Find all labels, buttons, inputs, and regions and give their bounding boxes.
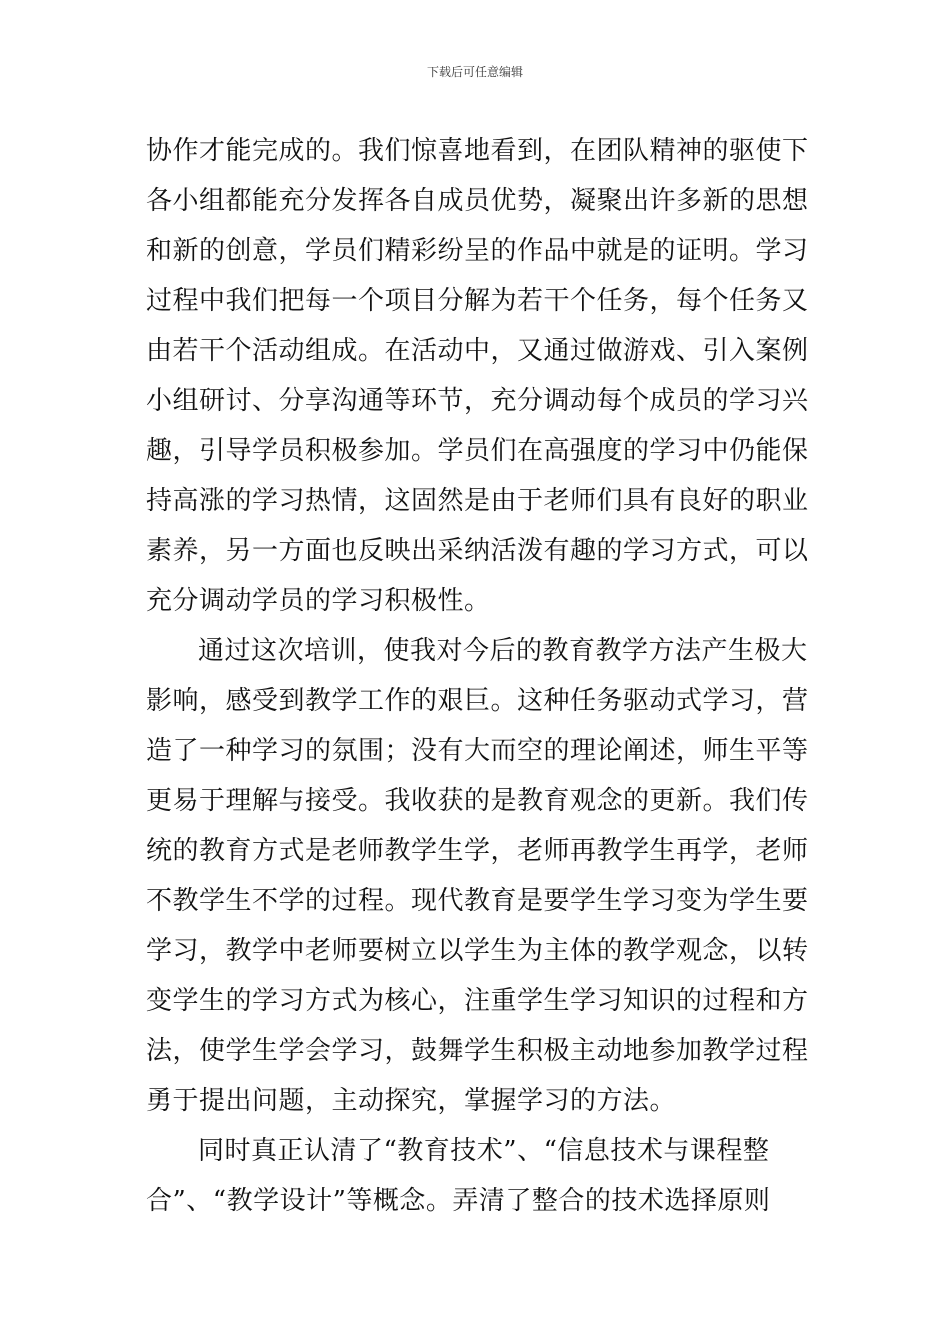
text-line: 充分调动学员的学习积极性。 [146, 586, 491, 616]
text-line: 勇于提出问题，主动探究，掌握学习的方法。 [146, 1086, 677, 1116]
text-line: 变学生的学习方式为核心，注重学生学习知识的过程和方 [146, 986, 809, 1016]
text-line: 过程中我们把每一个项目分解为若干个任务，每个任务又 [146, 286, 809, 316]
text-line: 统的教育方式是老师教学生学，老师再教学生再学，老师 [146, 836, 809, 866]
text-line: 由若干个活动组成。在活动中，又通过做游戏、引入案例 [146, 336, 809, 366]
text-line: 更易于理解与接受。我收获的是教育观念的更新。我们传 [146, 786, 809, 816]
text-line: 法，使学生学会学习，鼓舞学生积极主动地参加教学过程 [146, 1036, 809, 1066]
paragraph-first-line: 通过这次培训，使我对今后的教育教学方法产生极大 [198, 636, 808, 666]
text-line: 和新的创意，学员们精彩纷呈的作品中就是的证明。学习 [146, 236, 809, 266]
text-line: 各小组都能充分发挥各自成员优势，凝聚出许多新的思想 [146, 186, 809, 216]
text-line: 持高涨的学习热情，这固然是由于老师们具有良好的职业 [146, 486, 809, 516]
paragraph-first-line: 同时真正认清了“教育技术”、“信息技术与课程整 [198, 1136, 770, 1166]
text-line: 小组研讨、分享沟通等环节，充分调动每个成员的学习兴 [146, 386, 809, 416]
text-line: 协作才能完成的。我们惊喜地看到，在团队精神的驱使下 [146, 136, 809, 166]
text-line: 影响，感受到教学工作的艰巨。这种任务驱动式学习，营 [146, 686, 809, 716]
text-line: 合”、“教学设计”等概念。弄清了整合的技术选择原则 [146, 1186, 771, 1216]
text-line: 学习，教学中老师要树立以学生为主体的教学观念，以转 [146, 936, 809, 966]
header-note: 下载后可任意编辑 [426, 65, 523, 79]
text-line: 造了一种学习的氛围；没有大而空的理论阐述，师生平等 [146, 736, 809, 766]
text-line: 趣，引导学员积极参加。学员们在高强度的学习中仍能保 [146, 436, 809, 466]
text-line: 不教学生不学的过程。现代教育是要学生学习变为学生要 [146, 886, 809, 916]
text-line: 素养，另一方面也反映出采纳活泼有趣的学习方式，可以 [146, 536, 809, 566]
body-text [146, 126, 810, 1226]
